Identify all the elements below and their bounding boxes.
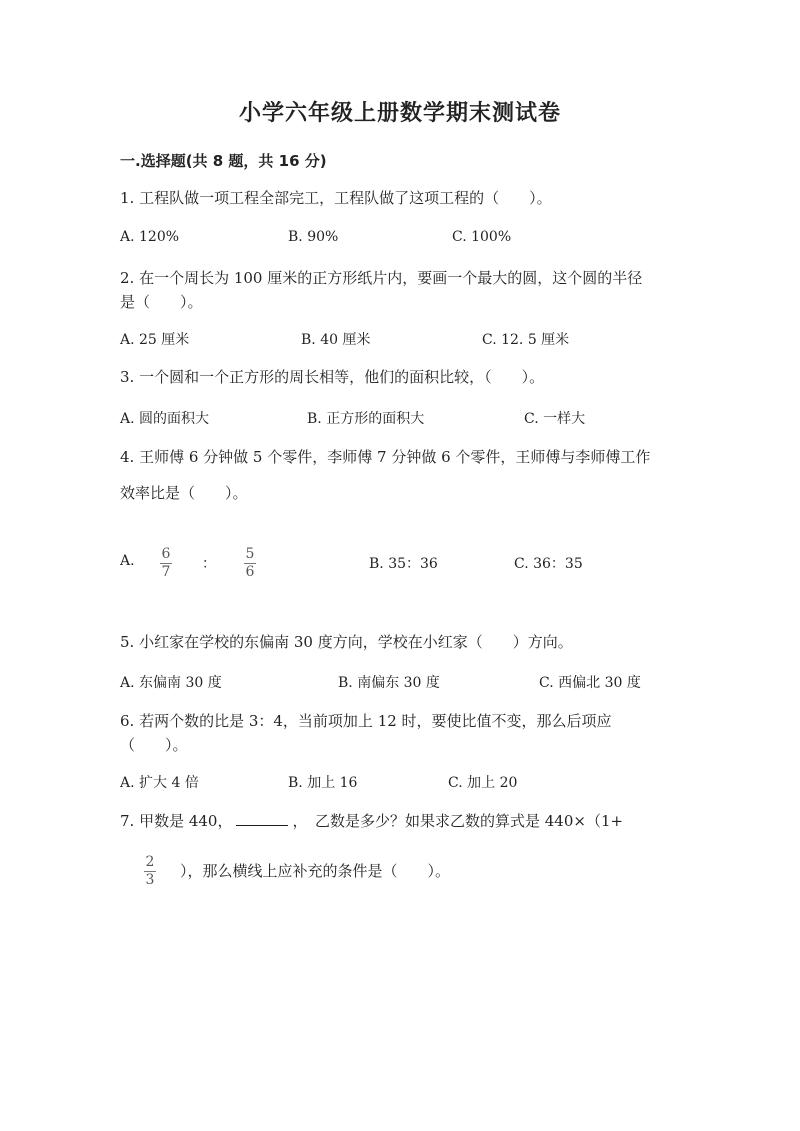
question-6-option-b: B. 加上 16 — [288, 775, 358, 791]
question-3-option-c: C. 一样大 — [524, 411, 586, 427]
question-1-stem: 1. 工程队做一项工程全部完工，工程队做了这项工程的（ ）。 — [120, 189, 552, 207]
question-5-option-a: A. 东偏南 30 度 — [120, 675, 222, 691]
fraction-numerator: 2 — [145, 854, 155, 870]
question-3-option-a: A. 圆的面积大 — [120, 411, 210, 427]
question-5-stem: 5. 小红家在学校的东偏南 30 度方向，学校在小红家（ ）方向。 — [120, 633, 573, 651]
fraction-numerator: 6 — [161, 546, 171, 562]
question-6-option-a: A. 扩大 4 倍 — [120, 775, 199, 791]
question-4-ratio-colon: ： — [202, 556, 216, 572]
fraction-denominator: 6 — [245, 564, 255, 580]
question-2-stem-line2: 是（ ）。 — [120, 293, 203, 311]
section-heading: 一.选择题(共 8 题，共 16 分) — [120, 152, 327, 170]
question-2-option-b: B. 40 厘米 — [301, 332, 371, 348]
fraction-numerator: 5 — [245, 546, 255, 562]
question-4-option-a-label: A. — [120, 553, 135, 569]
fraction-denominator: 7 — [161, 564, 171, 580]
question-3-stem: 3. 一个圆和一个正方形的周长相等，他们的面积比较，（ ）。 — [120, 368, 545, 386]
question-2-stem-line1: 2. 在一个周长为 100 厘米的正方形纸片内，要画一个最大的圆，这个圆的半径 — [120, 269, 643, 287]
question-7-stem-line1 — [120, 808, 623, 834]
question-4-stem-line1: 4. 王师傅 6 分钟做 5 个零件，李师傅 7 分钟做 6 个零件，王师傅与李师傅工作 — [120, 448, 651, 466]
question-6-option-c: C. 加上 20 — [448, 775, 518, 791]
question-4-fraction-2 — [244, 547, 256, 580]
fill-in-blank — [236, 809, 288, 826]
question-7-stem-part2: ， 乙数是多少？如果求乙数的算式是 440×（1+ — [292, 812, 624, 830]
question-7-stem-line2: ），那么横线上应补充的条件是（ ）。 — [180, 862, 451, 880]
question-2-option-a: A. 25 厘米 — [120, 332, 190, 348]
question-6-stem-line1: 6. 若两个数的比是 3：4，当前项加上 12 时，要使比值不变，那么后项应 — [120, 712, 612, 730]
question-3-option-b: B. 正方形的面积大 — [307, 411, 425, 427]
fraction-denominator: 3 — [145, 872, 155, 888]
question-6-stem-line2: （ ）。 — [120, 736, 188, 754]
question-4-stem-line2: 效率比是（ ）。 — [120, 484, 248, 502]
question-1-option-c: C. 100% — [452, 229, 512, 245]
question-7-stem-part1: 7. 甲数是 440， — [120, 812, 233, 830]
question-4-fraction-1 — [160, 547, 172, 580]
question-4-option-b: B. 35：36 — [369, 556, 438, 572]
question-5-option-b: B. 南偏东 30 度 — [338, 675, 440, 691]
question-7-fraction — [144, 855, 156, 888]
question-1-option-b: B. 90% — [288, 229, 339, 245]
page-title: 小学六年级上册数学期末测试卷 — [238, 101, 561, 126]
question-2-option-c: C. 12. 5 厘米 — [482, 332, 570, 348]
question-5-option-c: C. 西偏北 30 度 — [539, 675, 641, 691]
question-4-option-c: C. 36：35 — [514, 556, 583, 572]
question-1-option-a: A. 120% — [120, 229, 180, 245]
